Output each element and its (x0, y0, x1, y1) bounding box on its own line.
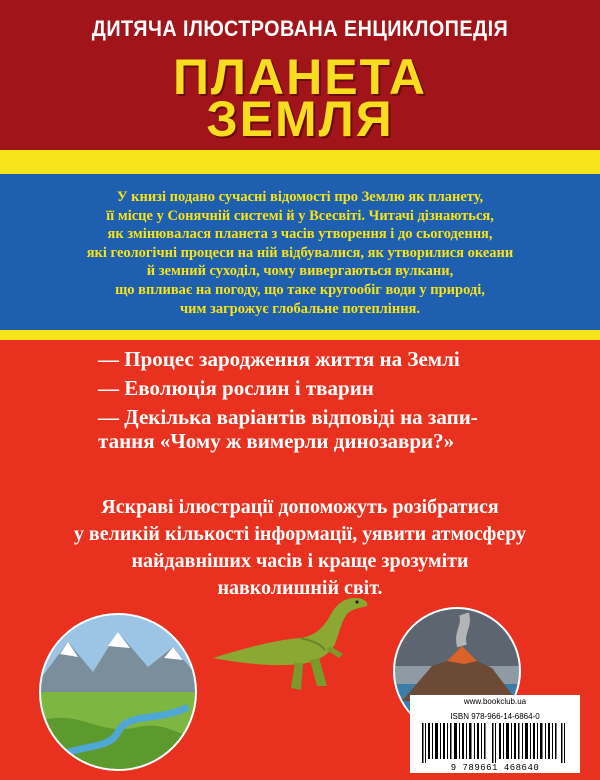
blurb-line: чим загрожує глобальне потепління. (179, 300, 421, 317)
blurb-text (40, 188, 560, 318)
yellow-stripe-bottom (0, 330, 600, 340)
yellow-stripe-top (0, 150, 600, 174)
blurb-line: й земний суходіл, чому вивергаються вулкани, (146, 263, 454, 280)
isbn-text: ISBN 978-966-14-6864-0 (450, 712, 540, 721)
blurb-line: як змінювалася планета з часів утворення і до сьогодення, (107, 226, 493, 243)
closing-line: навколишній світ. (217, 577, 383, 599)
closing-line: найдавніших часів і краще зрозуміти (131, 550, 469, 572)
barcode-number: 9 789661 468640 (450, 763, 540, 773)
book-title-line1: ПЛАНЕТА (172, 49, 428, 105)
dinosaur-illustration (205, 588, 385, 696)
landscape-illustration (38, 612, 198, 772)
closing-line: у великій кількості інформації, уявити атмосферу (73, 523, 527, 545)
feature-item-continued: тання «Чому ж вимерли динозаври?» (98, 429, 455, 453)
publisher-url: www.bookclub.ua (463, 697, 527, 706)
blurb-line: У книзі подано сучасні відомості про Землю як планету, (116, 189, 484, 205)
series-title: ДИТЯЧА ІЛЮСТРОВАНА ЕНЦИКЛОПЕДІЯ (91, 16, 509, 41)
feature-item: — Еволюція рослин і тварин (98, 376, 374, 400)
feature-item: — Процес зародження життя на Землі (98, 347, 460, 371)
barcode (420, 723, 570, 763)
book-title-line2: ЗЕМЛЯ (206, 91, 394, 147)
blurb-line: її місце у Сонячній системі й у Всесвіті. Читачі дізнаються, (106, 207, 494, 224)
closing-line: Яскраві ілюстрації допоможуть розібратися (101, 496, 499, 518)
feature-item: — Декілька варіантів відповіді на запи- (98, 405, 478, 429)
feature-list (98, 347, 548, 458)
closing-text (60, 494, 540, 602)
blurb-line: що впливає на погоду, що таке кругообіг води у природі, (115, 281, 485, 298)
blurb-line: які геологічні процеси на ній відбувалися, як утворилися океани (86, 244, 514, 261)
